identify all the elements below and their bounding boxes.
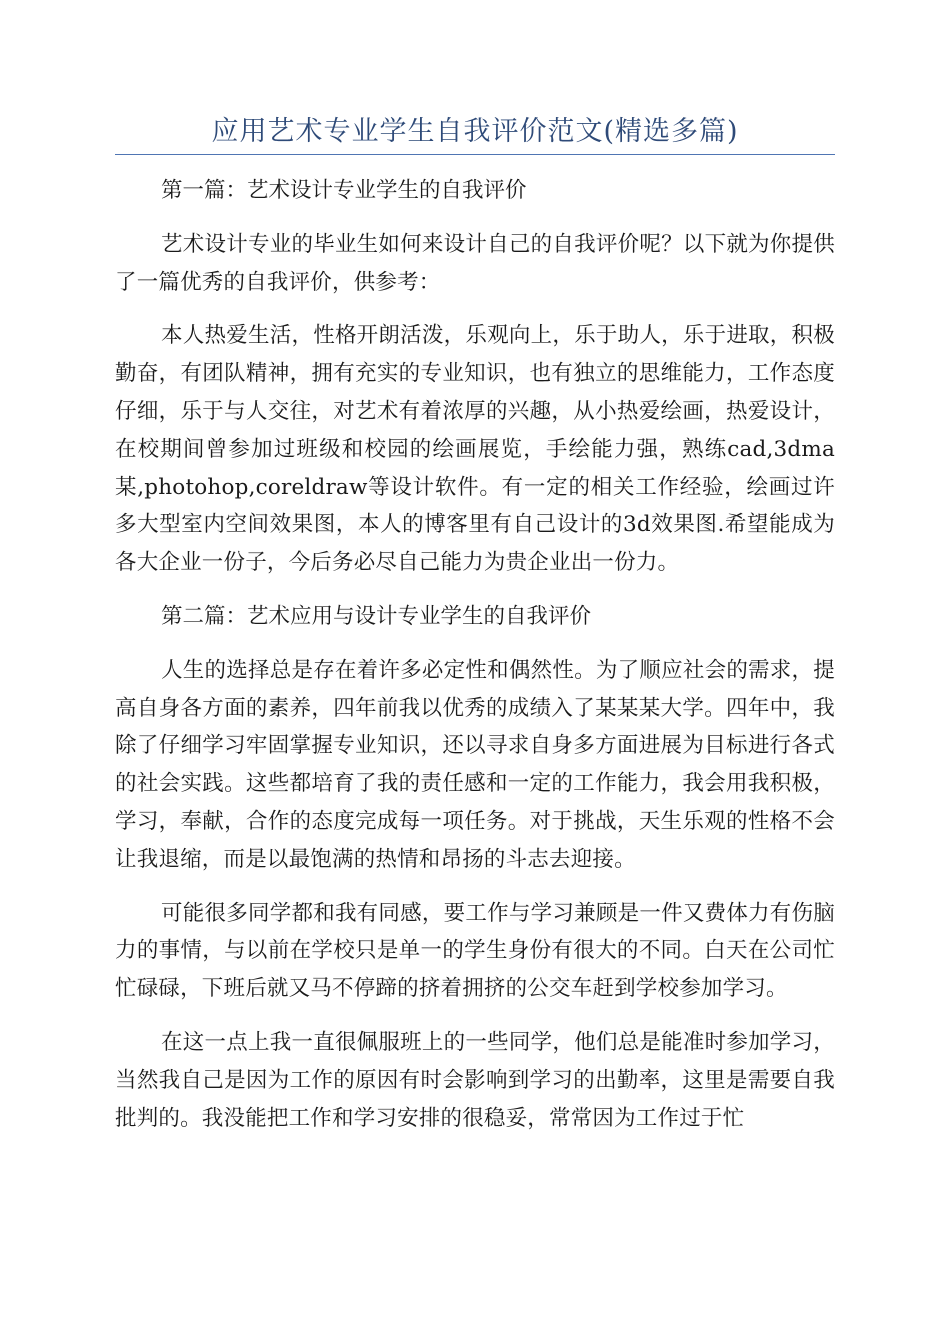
paragraph-life-choice: 人生的选择总是存在着许多必定性和偶然性。为了顺应社会的需求，提高自身各方面的素养，四年前我以优秀的成绩入了某某某大学。四年中，我除了仔细学习牢固掌握专业知识，还以寻求自身多方面进展为目标进行各式的社会实践。这些都培育了我的责任感和一定的工作能力，我会用我积极，学习，奉献，合作的态度完成每一项任务。对于挑战，天生乐观的性格不会让我退缩，而是以最饱满的热情和昂扬的斗志去迎接。	[115, 657, 835, 872]
paragraph-self-evaluation-1: 本人热爱生活，性格开朗活泼，乐观向上，乐于助人，乐于进取，积极勤奋，有团队精神，拥有充实的专业知识，也有独立的思维能力，工作态度仔细，乐于与人交往，对艺术有着浓厚的兴趣，从小热爱绘画，热爱设计，在校期间曾参加过班级和校园的绘画展览，手绘能力强，熟练cad,3dma某,photohop,coreldraw等设计软件。有一定的相关工作经验，绘画过许多大型室内空间效果图，本人的博客里有自己设计的3d效果图.希望能成为各大企业一份子，今后务必尽自己能力为贵企业出一份力。	[115, 323, 835, 576]
document-title: 应用艺术专业学生自我评价范文(精选多篇)	[211, 116, 739, 147]
section-heading-2: 第二篇：艺术应用与设计专业学生的自我评价	[161, 603, 592, 629]
section-heading-1: 第一篇：艺术设计专业学生的自我评价	[161, 178, 527, 203]
paragraph-work-study: 可能很多同学都和我有同感，要工作与学习兼顾是一件又费体力有伤脑力的事情，与以前在学校只是单一的学生身份有很大的不同。白天在公司忙忙碌碌，下班后就又马不停蹄的挤着拥挤的公交车赶到学校参加学习。	[115, 900, 835, 1002]
paragraph-intro: 艺术设计专业的毕业生如何来设计自己的自我评价呢？以下就为你提供了一篇优秀的自我评价，供参考：	[115, 231, 835, 295]
title-underline	[115, 154, 835, 155]
document-body	[115, 172, 835, 1153]
paragraph-classmates: 在这一点上我一直很佩服班上的一些同学，他们总是能准时参加学习，当然我自己是因为工作的原因有时会影响到学习的出勤率，这里是需要自我批判的。我没能把工作和学习安排的很稳妥，常常因为工作过于忙	[115, 1029, 835, 1131]
